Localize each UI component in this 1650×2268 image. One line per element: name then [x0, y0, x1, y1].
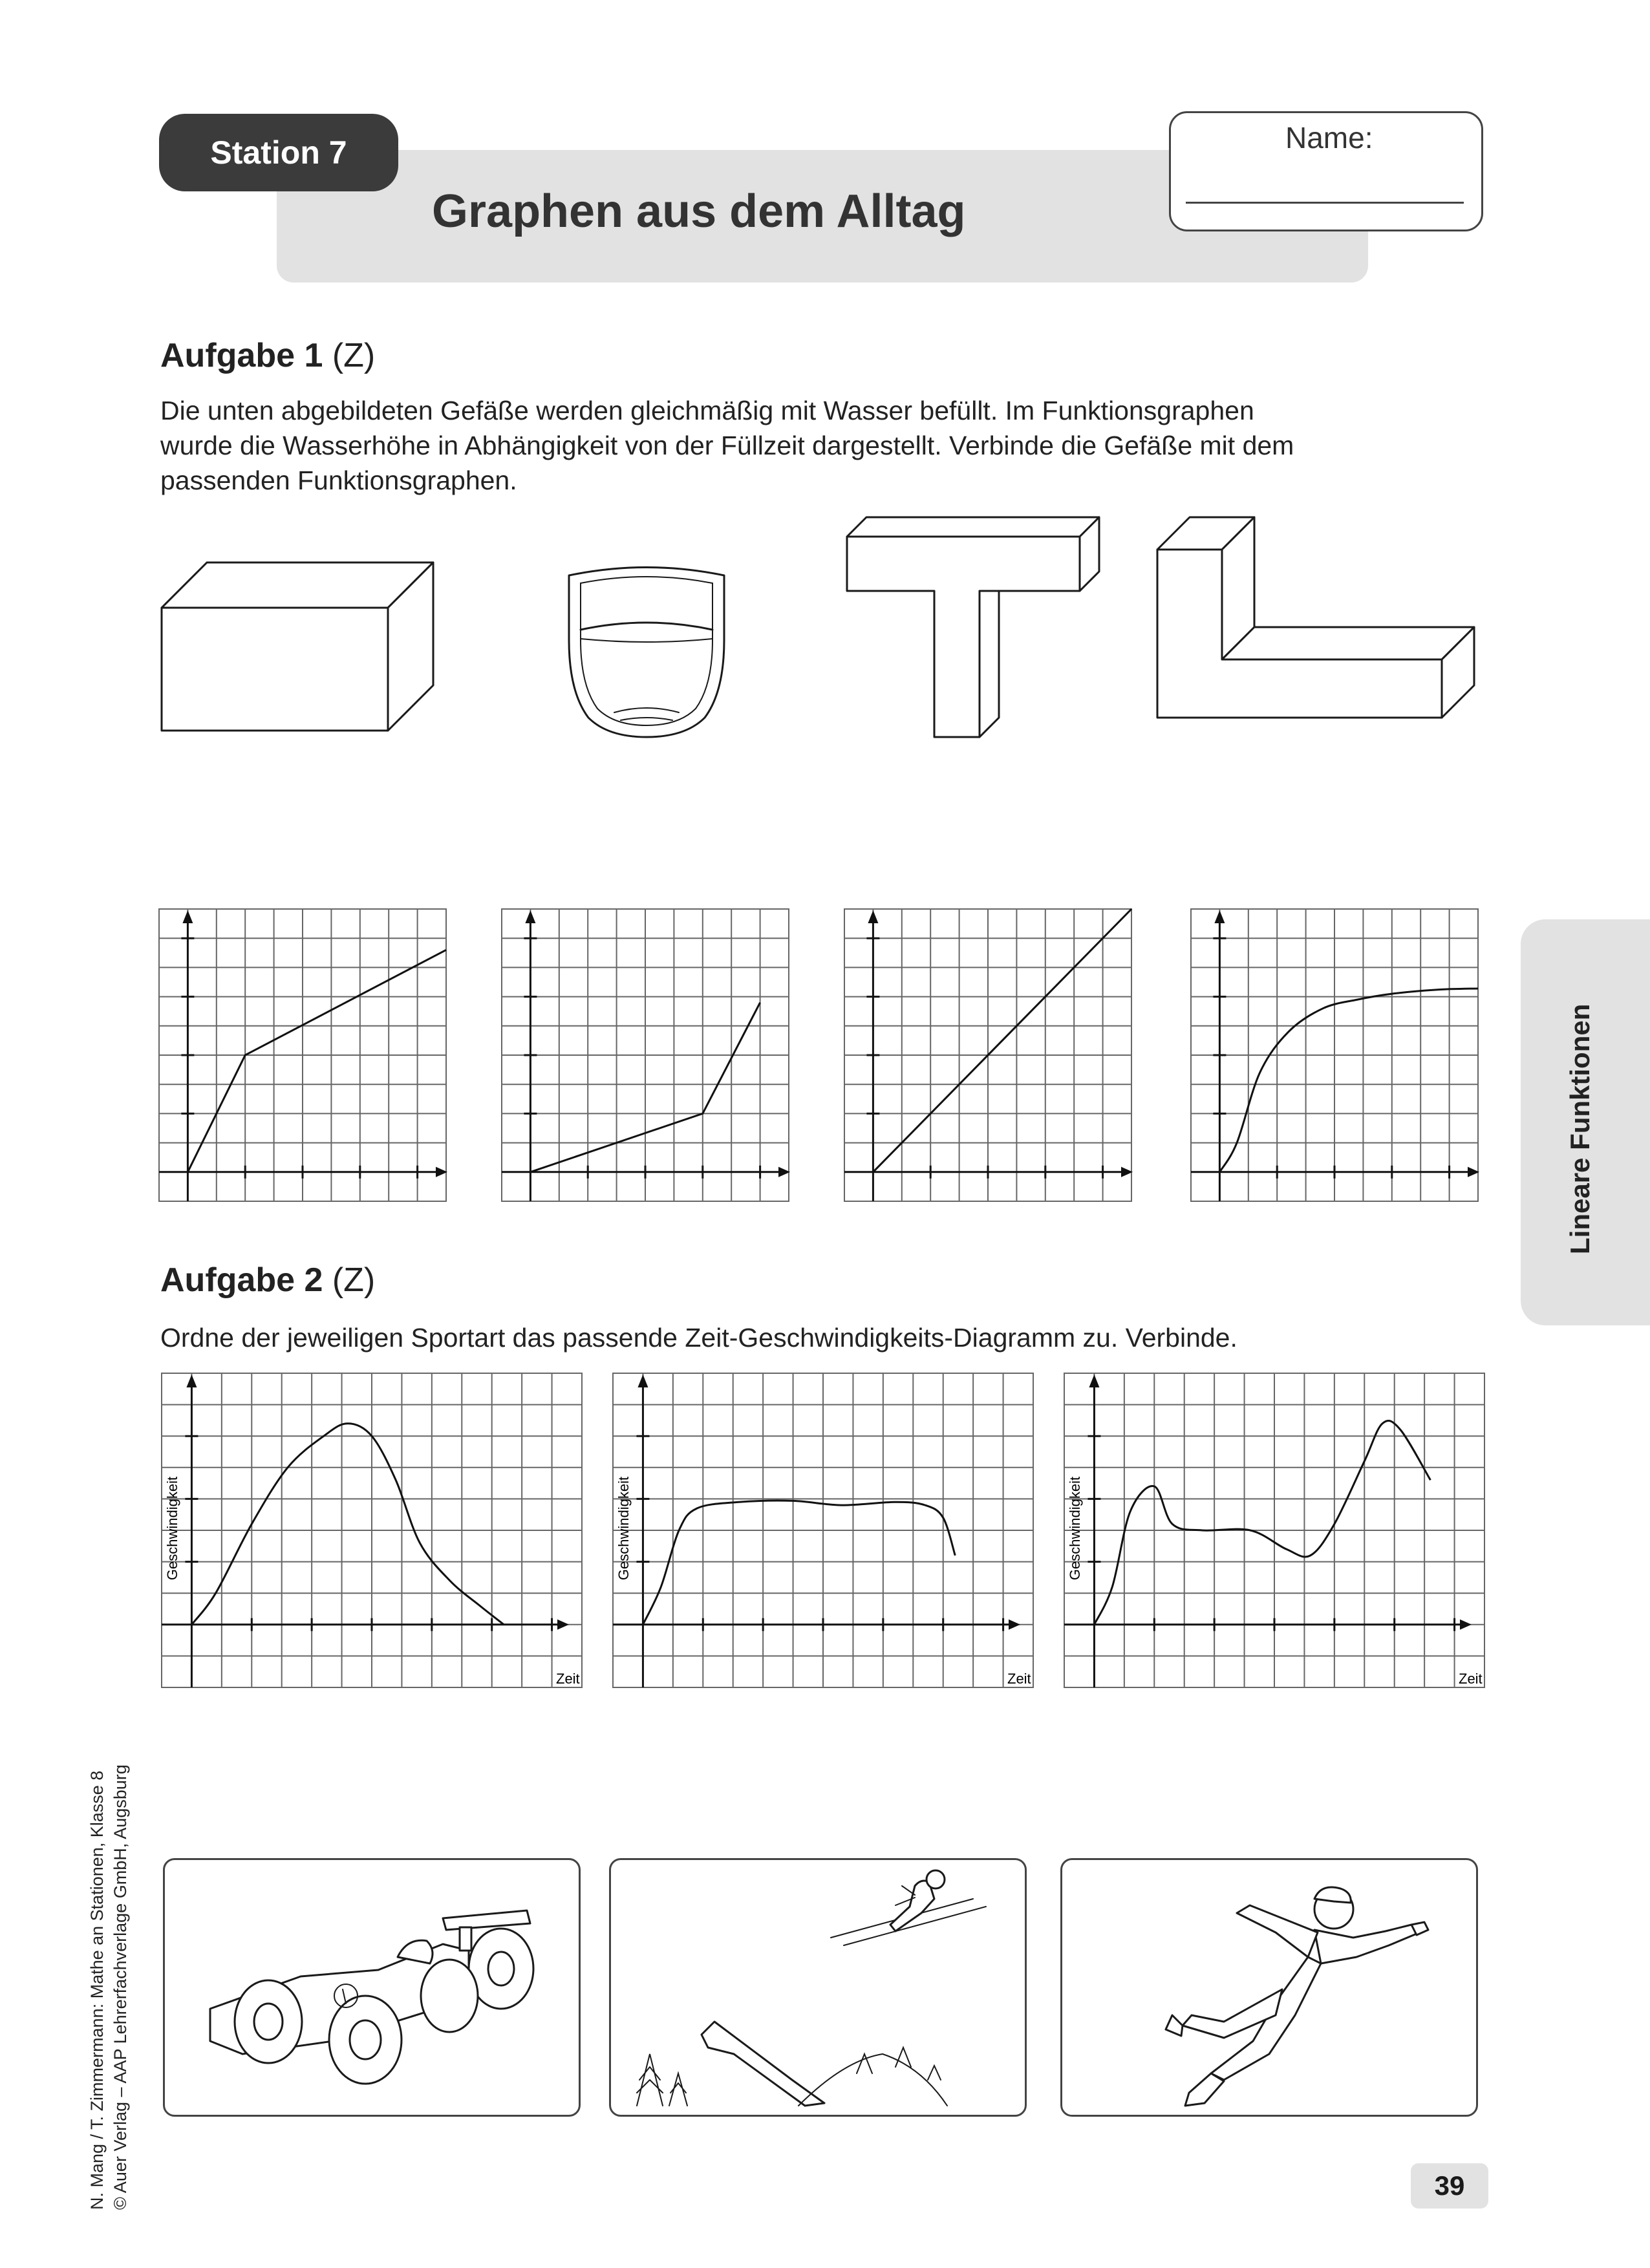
task1-graph-3[interactable]	[844, 909, 1131, 1201]
y-axis-arrow	[868, 910, 878, 923]
station-label: Station 7	[210, 134, 347, 171]
x-axis-label: Zeit	[556, 1671, 580, 1687]
y-axis-label: Geschwindigkeit	[616, 1476, 632, 1581]
task1-line-1: Die unten abgebildeten Gefäße werden gleichmäßig mit Wasser befüllt. Im Funktionsgraphen	[160, 396, 1254, 425]
runner-icon	[1062, 1860, 1476, 2115]
x-axis-arrow	[1009, 1620, 1020, 1630]
name-write-line[interactable]	[1186, 202, 1464, 204]
task1-graph-4[interactable]	[1191, 909, 1478, 1201]
graph-grid	[159, 909, 446, 1201]
task2-tag: (Z)	[332, 1261, 376, 1299]
credits-line-1: N. Mang / T. Zimmermann: Mathe an Stationen, Klasse 8	[87, 1770, 107, 2210]
task2-instruction: Ordne der jeweiligen Sportart das passende Zeit-Geschwindigkeits-Diagramm zu. Verbinde.	[160, 1323, 1238, 1353]
x-axis-arrow	[1460, 1620, 1472, 1630]
ski-jump-picture[interactable]	[609, 1858, 1027, 2117]
speed-curve-bell	[191, 1424, 504, 1625]
graph-curve-saturation	[1219, 989, 1478, 1172]
x-axis-arrow	[557, 1620, 569, 1630]
task1-heading-label: Aufgabe 1	[160, 337, 323, 374]
task2-graph-2[interactable]	[613, 1373, 1033, 1687]
task2-graph-1[interactable]	[162, 1373, 582, 1687]
speed-curve-plateau	[643, 1501, 955, 1625]
speed-curve-wave	[1094, 1420, 1430, 1624]
graph-grid	[1064, 1373, 1484, 1687]
graph-grid	[613, 1373, 1033, 1687]
task2-heading	[160, 1261, 375, 1300]
y-axis-arrow	[182, 910, 193, 923]
name-label: Name:	[1285, 121, 1373, 155]
y-axis-arrow	[186, 1375, 197, 1387]
ski-jumper-icon	[611, 1860, 1025, 2115]
page-title: Graphen aus dem Alltag	[432, 186, 966, 237]
task1-instructions	[160, 393, 1479, 498]
graph-curve-straight-line	[873, 909, 1131, 1172]
task1-tag: (Z)	[332, 337, 376, 374]
page-number: 39	[1411, 2163, 1488, 2209]
credits-line-2: © Auer Verlag – AAP Lehrerfachverlage GmbH, Augsburg	[111, 1764, 130, 2210]
y-axis-arrow	[638, 1375, 648, 1387]
y-axis-label: Geschwindigkeit	[164, 1476, 180, 1581]
y-axis-label: Geschwindigkeit	[1067, 1476, 1083, 1581]
box-icon[interactable]	[155, 511, 440, 737]
graph-grid	[1191, 909, 1478, 1201]
l-shape-icon[interactable]	[1151, 511, 1481, 737]
task1-line-2: wurde die Wasserhöhe in Abhängigkeit von der Füllzeit dargestellt. Verbinde die Gefäße mit dem	[160, 431, 1294, 460]
y-axis-arrow	[1214, 910, 1225, 923]
task1-heading	[160, 336, 375, 375]
credits	[85, 1764, 132, 2210]
glass-icon[interactable]	[556, 562, 737, 744]
graph-curve-steep-then-flat	[188, 950, 446, 1172]
y-axis-arrow	[525, 910, 535, 923]
task1-graph-1[interactable]	[159, 909, 446, 1201]
race-car-icon	[165, 1860, 579, 2115]
race-car-picture[interactable]	[163, 1858, 581, 2117]
task1-graph-2[interactable]	[502, 909, 789, 1201]
graph-grid	[502, 909, 789, 1201]
runner-picture[interactable]	[1060, 1858, 1478, 2117]
side-tab-label: Lineare Funktionen	[1565, 1003, 1595, 1254]
station-badge	[159, 114, 398, 191]
graph-grid	[162, 1373, 582, 1687]
task1-line-3: passenden Funktionsgraphen.	[160, 465, 517, 495]
y-axis-arrow	[1089, 1375, 1099, 1387]
x-axis-label: Zeit	[1459, 1671, 1483, 1687]
t-shape-icon[interactable]	[841, 511, 1112, 744]
task2-graph-3[interactable]	[1064, 1373, 1484, 1687]
x-axis-label: Zeit	[1007, 1671, 1031, 1687]
task2-heading-label: Aufgabe 2	[160, 1261, 323, 1299]
